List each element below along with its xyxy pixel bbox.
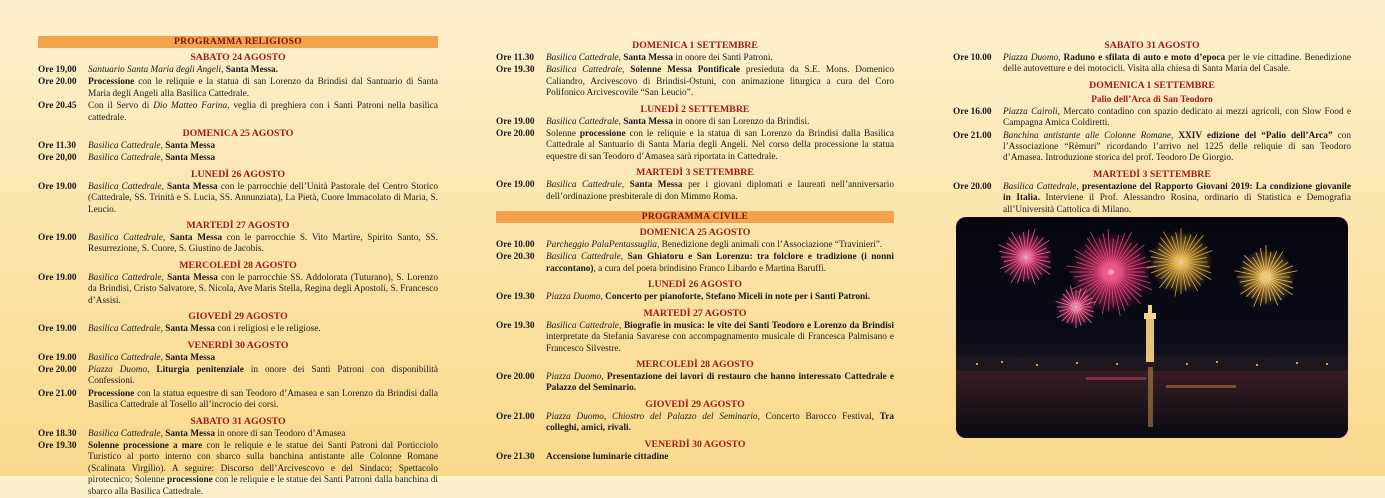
event-description: Processione con le reliquie e la statua di san Lorenzo da Brindisi dal Santuario di Santa Maria degli Angeli alla Basilica Cattedrale. (88, 77, 438, 99)
event-time: Ore 16.00 (953, 106, 992, 117)
event-row (496, 372, 894, 395)
event-time: Ore 20.30 (496, 252, 535, 263)
event-description: Basilica Cattedrale, Solenne Messa Pontificale presieduta da S.E. Mons. Domenico Caliandro, Arcivescovo di Brindisi-Ostuni, con animazione liturgica a cura del Coro Polifonico Arcivescovile “San Leucio”. (546, 65, 894, 99)
event-description: Basilica Cattedrale, Santa Messa (88, 141, 216, 152)
event-row (38, 365, 438, 388)
day-heading: SABATO 24 AGOSTO (190, 52, 286, 63)
event-description: Basilica Cattedrale, Santa Messa in onore di san Lorenzo da Brindisi. (546, 116, 810, 127)
event-description: Piazza Duomo, Concerto per pianoforte, Stefano Miceli in note per i Santi Patroni. (546, 292, 871, 303)
event-row (496, 240, 894, 251)
event-description: Basilica Cattedrale, San Ghiatoru e San Lorenzu: tra folclore e tradizione (i nonni raccontano), a cura del poeta brindisino Franco Libardo e Martina Baruffi. (546, 252, 894, 274)
event-time: Ore 10.00 (496, 240, 535, 251)
event-row (38, 182, 438, 216)
event-time: Ore 21.30 (496, 451, 535, 462)
day-heading: MARTEDÌ 3 SETTEMBRE (1093, 168, 1211, 180)
event-time: Ore 19.30 (496, 292, 535, 303)
event-time: Ore 11.30 (38, 141, 77, 152)
event-row (496, 292, 894, 303)
event-description: Basilica Cattedrale, Santa Messa per i giovani diplomati e laureati nell’anniversario dell’ordinazione presbiterale di don Mimmo Roma. (546, 180, 894, 202)
event-description: Solenne processione a mare con le reliquie e le statue dei Santi Patroni dal Porticciolo Turistico al porto interno con sbarco sulla banchina antistante alle Colonne Romane (Scalinata Virgilio). A seguire: Discorso dell’Arcivescovo e del Sindaco; Spettacolo pirotecnico; Solenne processione con le reliquie e le statue dei Santi Patroni dalla banchina di sbarco alla Basilica Cattedrale. (88, 440, 438, 497)
civil-program-column (953, 36, 1351, 216)
day-heading: VENERDÌ 30 AGOSTO (644, 438, 746, 450)
event-description: Basilica Cattedrale, Santa Messa in onore dei Santi Patroni. (546, 53, 773, 63)
day-heading: VENERDÌ 30 AGOSTO (187, 339, 289, 351)
event-row (953, 131, 1351, 165)
event-description: Basilica Cattedrale, Santa Messa con le parrocchie S. Vito Martire, Spirito Santo, SS. Resurrezione, S. Cuore, S. Giustino de Jacobis. (88, 233, 439, 255)
event-time: Ore 18.30 (38, 428, 77, 439)
event-row (38, 429, 438, 440)
day-heading: SABATO 31 AGOSTO (1104, 40, 1200, 51)
event-time: Ore 19.30 (38, 440, 77, 451)
religious-days-list (38, 52, 438, 498)
day-heading: MARTEDÌ 27 AGOSTO (643, 307, 747, 319)
event-row (38, 141, 438, 152)
event-description: Piazza Duomo, Chiostro del Palazzo del Seminario, Concerto Barocco Festival, Tra colleghi, amici, rivali. (546, 411, 894, 434)
event-time: Ore 21.00 (496, 411, 535, 422)
event-time: Ore 19.00 (38, 272, 77, 283)
event-description: Basilica Cattedrale, Santa Messa con le parrocchie SS. Addolorata (Tuturano), S. Lorenzo da Brindisi, Cristo Salvatore, S. Nicola, Ave Maris Stella, Regina degli Apostoli, S. Francesco d’Assisi. (88, 272, 439, 306)
event-row (496, 129, 894, 163)
event-row (496, 65, 894, 99)
event-row (38, 101, 438, 124)
event-description: Piazza Cairoli, Mercato contadino con spazio dedicato ai mezzi agricoli, con Slow Food e Campagna Amica Coldiretti. (1003, 106, 1352, 129)
event-time: Ore 21.00 (38, 388, 77, 399)
event-row (496, 53, 894, 64)
day-heading: MERCOLEDÌ 28 AGOSTO (636, 358, 754, 370)
event-time: Ore 19,00 (38, 65, 77, 75)
day-heading: MARTEDÌ 27 AGOSTO (186, 220, 290, 232)
event-time: Ore 19.00 (38, 324, 77, 335)
civil-september-days (953, 40, 1351, 216)
day-heading: SABATO 31 AGOSTO (190, 415, 286, 427)
day-subtitle: Palio dell’Arca di San Teodoro (1091, 94, 1213, 105)
event-description: Piazza Duomo, Liturgia penitenziale in onore dei Santi Patroni con disponibilità Confessioni. (88, 364, 438, 387)
event-row (953, 53, 1351, 76)
event-time: Ore 19.00 (38, 233, 77, 244)
event-time: Ore 11.30 (496, 53, 535, 63)
civil-days-list (496, 227, 894, 463)
day-heading: DOMENICA 25 AGOSTO (639, 227, 751, 239)
event-row (496, 117, 894, 128)
event-time: Ore 21.00 (953, 130, 992, 141)
day-heading: DOMENICA 1 SETTEMBRE (1089, 79, 1215, 91)
event-description: Basilica Cattedrale, presentazione del Rapporto Giovani 2019: La condizione giovanile in Italia. Interviene il Prof. Alessandro Rosina, ordinario di Statistica e Demografia all’Università Cattolica di Milano. (1003, 181, 1351, 215)
event-time: Ore 20.00 (496, 371, 535, 382)
event-description: Basilica Cattedrale, Santa Messa (88, 153, 216, 164)
event-time: Ore 19.00 (496, 180, 535, 191)
civil-program-banner: PROGRAMMA CIVILE (496, 211, 894, 223)
event-description: Basilica Cattedrale, Santa Messa con le parrocchie dell’Unità Pastorale del Centro Storico (Cattedrale, SS. Trinità e S. Lucia, SS. Annunziata), La Pietà, Cuore Immacolato di Maria, S. Leucio. (88, 181, 439, 215)
event-time: Ore 19.00 (496, 116, 535, 127)
event-description: Banchina antistante alle Colonne Romane, XXIV edizione del “Palio dell’Arca” con l’Associazione “Rèmuri” ricordando l’arrivo nel 1225 delle reliquie di san Teodoro d’Amasea. Introduzione storica del prof. Teodoro De Giorgio. (1003, 130, 1351, 164)
event-description: Parcheggio PalaPentassuglia, Benedizione degli animali con l’Associazione “Travinieri”. (546, 240, 883, 251)
religious-september-days (496, 40, 894, 203)
event-description: Basilica Cattedrale, Biografie in musica: le vite dei Santi Teodoro e Lorenzo da Brindisi interpretate da Stefania Savarese con accompagnamento musicale di Francesca Palmisano e Francesco Silvestre. (546, 320, 894, 354)
event-row (38, 65, 438, 76)
event-description: Con il Servo di Dio Matteo Farina, veglia di preghiera con i Santi Patroni nella basilica cattedrale. (88, 101, 438, 123)
event-row (38, 441, 438, 498)
day-heading: MERCOLEDÌ 28 AGOSTO (179, 259, 297, 271)
day-heading: LUNEDÌ 26 AGOSTO (190, 168, 285, 180)
event-description: Solenne processione con le reliquie e la statua di san Lorenzo da Brindisi dalla Basilica Cattedrale al Santuario di Santa Maria degli Angeli. Nel corso della processione la statua equestre di san Teodoro d’Amasea sarà riportata in Cattedrale. (546, 129, 894, 162)
event-row (38, 273, 438, 307)
event-row (38, 153, 438, 164)
event-time: Ore 20.45 (38, 101, 77, 112)
event-time: Ore 19.30 (496, 65, 535, 76)
event-description: Piazza Duomo, Presentazione dei lavori di restauro che hanno interessato Cattedrale e Palazzo del Seminario. (546, 371, 894, 394)
event-time: Ore 19.00 (38, 181, 77, 192)
event-row (496, 321, 894, 355)
event-time: Ore 19.30 (496, 320, 535, 331)
event-row (496, 252, 894, 275)
event-row (953, 182, 1351, 216)
day-heading: LUNEDÌ 2 SETTEMBRE (640, 103, 750, 115)
event-time: Ore 20,00 (38, 153, 77, 164)
day-heading: GIOVEDÌ 29 AGOSTO (645, 398, 745, 410)
middle-program-column (496, 36, 894, 463)
event-row (953, 107, 1351, 130)
event-time: Ore 20.00 (38, 364, 77, 375)
fireworks-image (956, 217, 1348, 438)
event-row (38, 324, 438, 335)
event-description: Basilica Cattedrale, Santa Messa (88, 352, 216, 363)
event-row (38, 389, 438, 412)
event-description: Processione con la statua equestre di san Teodoro d’Amasea e san Lorenzo da Brindisi dalla Basilica Cattedrale al Tosello all’incrocio dei corsi. (88, 388, 438, 411)
event-row (496, 412, 894, 435)
day-heading: MARTEDÌ 3 SETTEMBRE (636, 167, 754, 179)
event-description: Basilica Cattedrale, Santa Messa in onore di san Teodoro d’Amasea (88, 428, 346, 439)
event-time: Ore 20.00 (953, 181, 992, 192)
day-heading: LUNEDÌ 26 AGOSTO (647, 279, 742, 291)
event-description: Santuario Santa Maria degli Angeli, Santa Messa. (88, 65, 278, 75)
event-row (496, 180, 894, 203)
day-heading: GIOVEDÌ 29 AGOSTO (188, 311, 288, 323)
event-row (38, 233, 438, 256)
day-heading: DOMENICA 1 SETTEMBRE (632, 40, 758, 51)
event-description: Basilica Cattedrale, Santa Messa con i religiosi e le religiose. (88, 324, 321, 335)
event-time: Ore 19.00 (38, 352, 77, 363)
event-time: Ore 10.00 (953, 53, 992, 63)
fireworks-over-harbor-photo (956, 217, 1348, 438)
event-time: Ore 20.00 (38, 77, 77, 88)
day-heading: DOMENICA 25 AGOSTO (182, 128, 294, 140)
event-row (38, 77, 438, 100)
event-row (496, 452, 894, 463)
religious-program-banner: PROGRAMMA RELIGIOSO (38, 36, 438, 48)
event-time: Ore 20.00 (496, 129, 535, 140)
religious-program-column (38, 36, 438, 498)
event-description: Piazza Duomo, Raduno e sfilata di auto e moto d’epoca per le vie cittadine. Benedizione delle autovetture e dei motocicli. Visita alla chiesa di Santa Maria del Casale. (1003, 53, 1351, 75)
event-row (38, 353, 438, 364)
event-description: Accensione luminarie cittadine (546, 451, 669, 462)
